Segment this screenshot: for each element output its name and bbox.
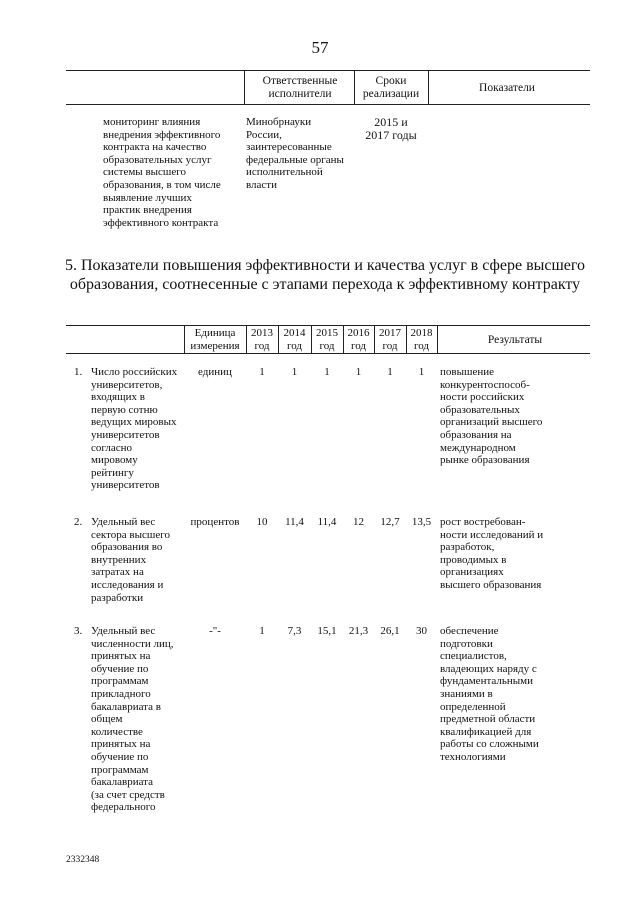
- header-year-2013: 2013 год: [251, 327, 273, 352]
- section-title: 5. Показатели повышения эффективности и качества услуг в сфере высшего образования, соотнесенные с этапами перехода к эффективному контракту: [64, 257, 586, 293]
- header-year-2016: 2016 год: [347, 327, 370, 352]
- main-table-divider: [437, 325, 438, 353]
- row-value-2013: 10: [256, 516, 268, 528]
- row-value-2014: 1: [291, 366, 298, 378]
- row-indicator: Удельный вес численности лиц, принятых на обучение по программам прикладного бакалавриата в общем количестве принятых на обучение по программам бакалавриата (за счет средств федерального: [91, 625, 174, 814]
- main-table-divider: [406, 325, 407, 353]
- document-code: 2332348: [66, 855, 100, 865]
- page-number: 57: [311, 38, 329, 57]
- row-number: 1.: [74, 366, 83, 378]
- header-year-2015: 2015 год: [316, 327, 338, 352]
- header-year-2017: 2017 год: [379, 327, 401, 352]
- main-table-divider: [184, 325, 185, 353]
- top-activity: мониторинг влияния внедрения эффективного контракта на качество образовательных услуг системы высшего образования, в том числе выявление лучших практик внедрения эффективного контракта: [103, 116, 221, 229]
- row-value-2017: 12,7: [380, 516, 400, 528]
- row-value-2015: 11,4: [317, 516, 337, 528]
- top-executors: Минобрнауки России, заинтересованные федеральные органы исполнительной власти: [246, 116, 344, 191]
- header-timing: Сроки реализации: [362, 75, 420, 100]
- row-value-2016: 12: [353, 516, 364, 528]
- row-result: повышение конкурентоспособ- ности российских образовательных организаций высшего образования на международном рынке образования: [440, 366, 543, 467]
- row-value-2016: 1: [355, 366, 362, 378]
- row-value-2018: 1: [418, 366, 425, 378]
- main-table-divider: [311, 325, 312, 353]
- row-number: 2.: [74, 516, 83, 528]
- main-table-divider: [374, 325, 375, 353]
- row-result: обеспечение подготовки специалистов, владеющих наряду с фундаментальными знаниями в определенной предметной области квалификацией для работы со сложными технологиями: [440, 625, 539, 763]
- header-indicators: Показатели: [479, 82, 535, 94]
- top-table-divider: [354, 70, 355, 104]
- header-results: Результаты: [487, 334, 543, 346]
- row-value-2018: 30: [416, 625, 427, 637]
- header-executors: Ответственные исполнители: [262, 75, 338, 100]
- top-table-border-top: [66, 70, 590, 71]
- row-value-2014: 7,3: [287, 625, 302, 637]
- row-unit: -"-: [209, 625, 221, 637]
- main-table-divider: [343, 325, 344, 353]
- row-result: рост востребован- ности исследований и разработок, проводимых в организациях высшего образования: [440, 516, 544, 591]
- main-table-border-bottom: [66, 353, 590, 354]
- row-value-2015: 15,1: [317, 625, 337, 637]
- row-indicator: Удельный вес сектора высшего образования во внутренних затратах на исследования и разработки: [91, 516, 170, 604]
- top-timing: 2015 и 2017 годы: [365, 115, 417, 142]
- row-value-2015: 1: [324, 366, 330, 378]
- row-value-2017: 26,1: [380, 625, 400, 637]
- row-value-2013: 1: [259, 366, 265, 378]
- main-table-divider: [278, 325, 279, 353]
- row-number: 3.: [74, 625, 83, 637]
- row-value-2017: 1: [387, 366, 393, 378]
- row-unit: процентов: [190, 516, 240, 528]
- header-year-2018: 2018 год: [410, 327, 433, 352]
- row-value-2018: 13,5: [411, 516, 432, 528]
- header-year-2014: 2014 год: [283, 327, 306, 352]
- main-table-border-top: [66, 325, 590, 326]
- row-value-2013: 1: [259, 625, 265, 637]
- top-table-divider: [428, 70, 429, 104]
- row-unit: единиц: [198, 366, 232, 378]
- top-table-border-bottom: [66, 104, 590, 105]
- row-indicator: Число российских университетов, входящих в первую сотню ведущих мировых университетов согласно мировому рейтингу университетов: [91, 366, 178, 492]
- header-unit: Единица измерения: [190, 327, 240, 352]
- row-value-2016: 21,3: [348, 625, 369, 637]
- main-table-divider: [246, 325, 247, 353]
- row-value-2014: 11,4: [285, 516, 304, 528]
- top-table-divider: [244, 70, 245, 104]
